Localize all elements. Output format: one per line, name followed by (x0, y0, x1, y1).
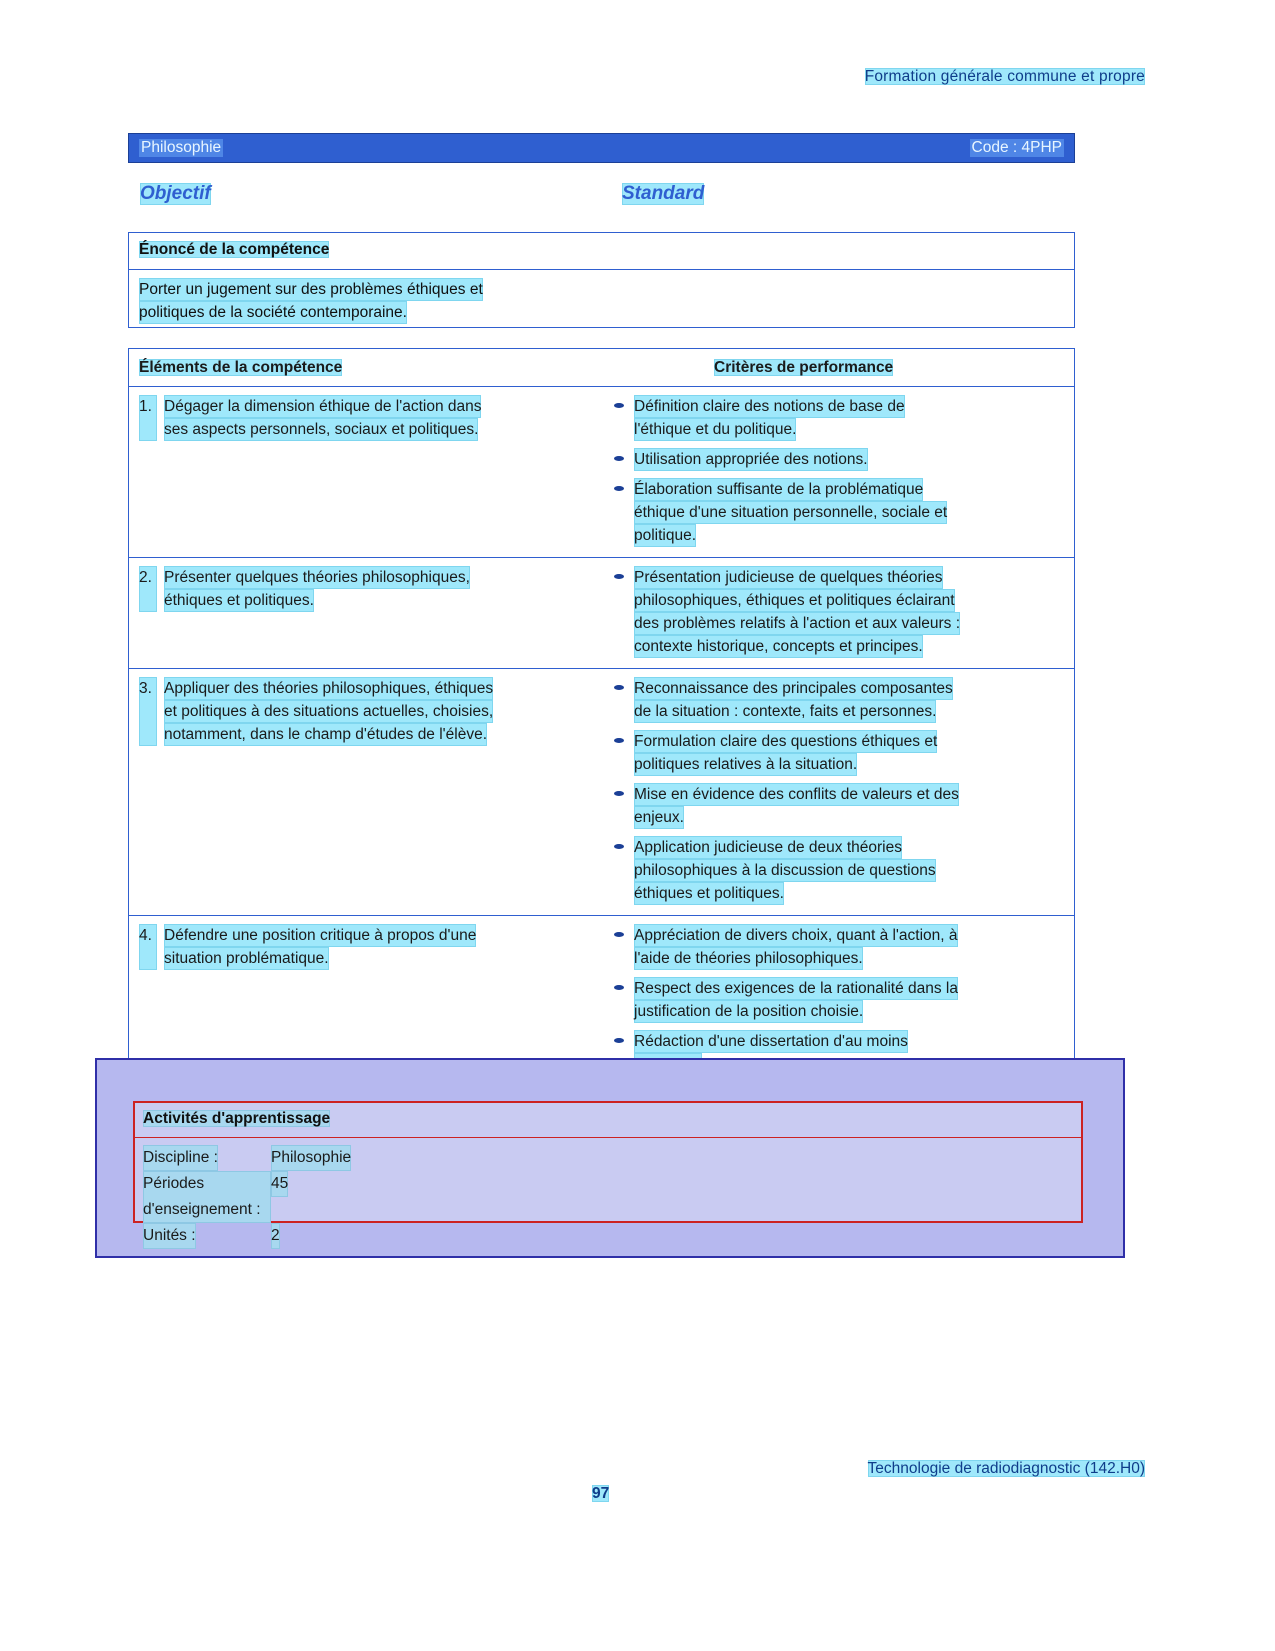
footer-program (868, 1460, 1145, 1478)
criterion-line: Rédaction d'une dissertation d'au moins (634, 1030, 908, 1053)
element-number: 4. (139, 924, 157, 970)
criterion-line: de la situation : contexte, faits et personnes. (634, 700, 936, 723)
element-cell (129, 387, 606, 557)
list-item (614, 448, 1066, 471)
competence-table (128, 348, 1075, 1117)
bullet-icon (614, 932, 624, 937)
list-item (614, 783, 1066, 829)
criterion-line: contexte historique, concepts et principes. (634, 635, 923, 658)
bullet-icon (614, 791, 624, 796)
element-text (164, 924, 476, 970)
criterion-line: éthiques et politiques. (634, 882, 784, 905)
element-line: situation problématique. (164, 947, 329, 970)
course-title-bar (128, 133, 1075, 163)
element-line: notamment, dans le champ d'études de l'élève. (164, 723, 487, 746)
activity-value: 45 (271, 1171, 288, 1197)
criterion-line: Respect des exigences de la rationalité dans la (634, 977, 958, 1000)
list-item (614, 730, 1066, 776)
element-line: ses aspects personnels, sociaux et politiques. (164, 418, 478, 441)
table-row (129, 387, 1074, 558)
bullet-icon (614, 486, 624, 491)
element-line: et politiques à des situations actuelles, choisies, (164, 700, 493, 723)
activities-overlay (95, 1058, 1125, 1258)
activities-divider (135, 1137, 1081, 1138)
element-text (164, 677, 493, 746)
footer-program-text: Technologie de radiodiagnostic (142.H0) (867, 1460, 1145, 1477)
bullet-icon (614, 403, 624, 408)
criterion-line: éthique d'une situation personnelle, sociale et (634, 501, 947, 524)
course-code: Code : 4PHP (971, 139, 1062, 156)
element-text (164, 566, 470, 612)
enonce-heading: Énoncé de la compétence (139, 241, 330, 258)
criterion-line: philosophiques, éthiques et politiques éclairant (634, 589, 955, 612)
element-number: 3. (139, 677, 157, 746)
enonce-line: Porter un jugement sur des problèmes éthiques et (139, 278, 483, 301)
document-header (865, 68, 1145, 86)
list-item (614, 395, 1066, 441)
activity-value: Philosophie (271, 1145, 351, 1171)
activity-label: Unités : (143, 1223, 196, 1249)
activity-label: Périodes d'enseignement : (143, 1171, 271, 1223)
heading-objectif: Objectif (140, 183, 211, 204)
list-item (614, 924, 1066, 970)
criterion-line: Élaboration suffisante de la problématique (634, 478, 923, 501)
activity-row (143, 1145, 351, 1171)
list-item (614, 478, 1066, 547)
criterion-line: Mise en évidence des conflits de valeurs et des (634, 783, 959, 806)
bullet-icon (614, 1038, 624, 1043)
element-number: 2. (139, 566, 157, 612)
criterion-line: l'aide de théories philosophiques. (634, 947, 863, 970)
criterion-line: enjeux. (634, 806, 684, 829)
element-line: éthiques et politiques. (164, 589, 314, 612)
criterion-line: Application judicieuse de deux théories (634, 836, 902, 859)
list-item (614, 677, 1066, 723)
table-header-row (129, 349, 1074, 387)
element-line: Dégager la dimension éthique de l'action dans (164, 395, 481, 418)
table-row (129, 669, 1074, 916)
bullet-icon (614, 574, 624, 579)
enonce-line: politiques de la société contemporaine. (139, 301, 407, 324)
bullet-icon (614, 456, 624, 461)
list-item (614, 566, 1066, 658)
bullet-icon (614, 844, 624, 849)
activity-label: Discipline : (143, 1145, 218, 1171)
enonce-body (139, 278, 483, 324)
competence-statement-box (128, 232, 1075, 328)
element-line: Présenter quelques théories philosophiques, (164, 566, 470, 589)
activity-value: 2 (271, 1223, 280, 1249)
activities-rows (143, 1145, 351, 1249)
criterion-line: philosophiques à la discussion de questions (634, 859, 936, 882)
list-item (614, 977, 1066, 1023)
heading-standard: Standard (622, 183, 705, 204)
page-number (592, 1485, 609, 1503)
table-head-criteria: Critères de performance (714, 359, 894, 376)
criterion-line: Appréciation de divers choix, quant à l'action, à (634, 924, 958, 947)
element-line: Appliquer des théories philosophiques, éthiques (164, 677, 493, 700)
criterion-line: Formulation claire des questions éthiques et (634, 730, 937, 753)
criteria-cell (606, 558, 1074, 668)
criterion-line: des problèmes relatifs à l'action et aux valeurs : (634, 612, 960, 635)
bullet-icon (614, 985, 624, 990)
list-item (614, 836, 1066, 905)
element-cell (129, 669, 606, 915)
criterion-line: justification de la position choisie. (634, 1000, 863, 1023)
element-text (164, 395, 481, 441)
criterion-line: politiques relatives à la situation. (634, 753, 857, 776)
enonce-divider (129, 269, 1074, 270)
criteria-cell (606, 669, 1074, 915)
criterion-line: Utilisation appropriée des notions. (634, 448, 868, 471)
page-number-text: 97 (592, 1485, 610, 1502)
element-line: Défendre une position critique à propos d'une (164, 924, 476, 947)
criterion-line: Reconnaissance des principales composantes (634, 677, 953, 700)
bullet-icon (614, 738, 624, 743)
element-number: 1. (139, 395, 157, 441)
activities-box (133, 1101, 1083, 1244)
criterion-line: Définition claire des notions de base de (634, 395, 905, 418)
activities-heading: Activités d'apprentissage (143, 1110, 331, 1127)
header-right-text: Formation générale commune et propre (864, 68, 1145, 85)
criteria-cell (606, 387, 1074, 557)
table-head-elements: Éléments de la compétence (139, 359, 343, 376)
activity-row (143, 1171, 351, 1223)
course-name: Philosophie (141, 139, 222, 156)
criterion-line: Présentation judicieuse de quelques théories (634, 566, 943, 589)
criterion-line: politique. (634, 524, 696, 547)
activity-row (143, 1223, 351, 1249)
table-row (129, 558, 1074, 669)
criterion-line: l'éthique et du politique. (634, 418, 796, 441)
element-cell (129, 558, 606, 668)
bullet-icon (614, 685, 624, 690)
